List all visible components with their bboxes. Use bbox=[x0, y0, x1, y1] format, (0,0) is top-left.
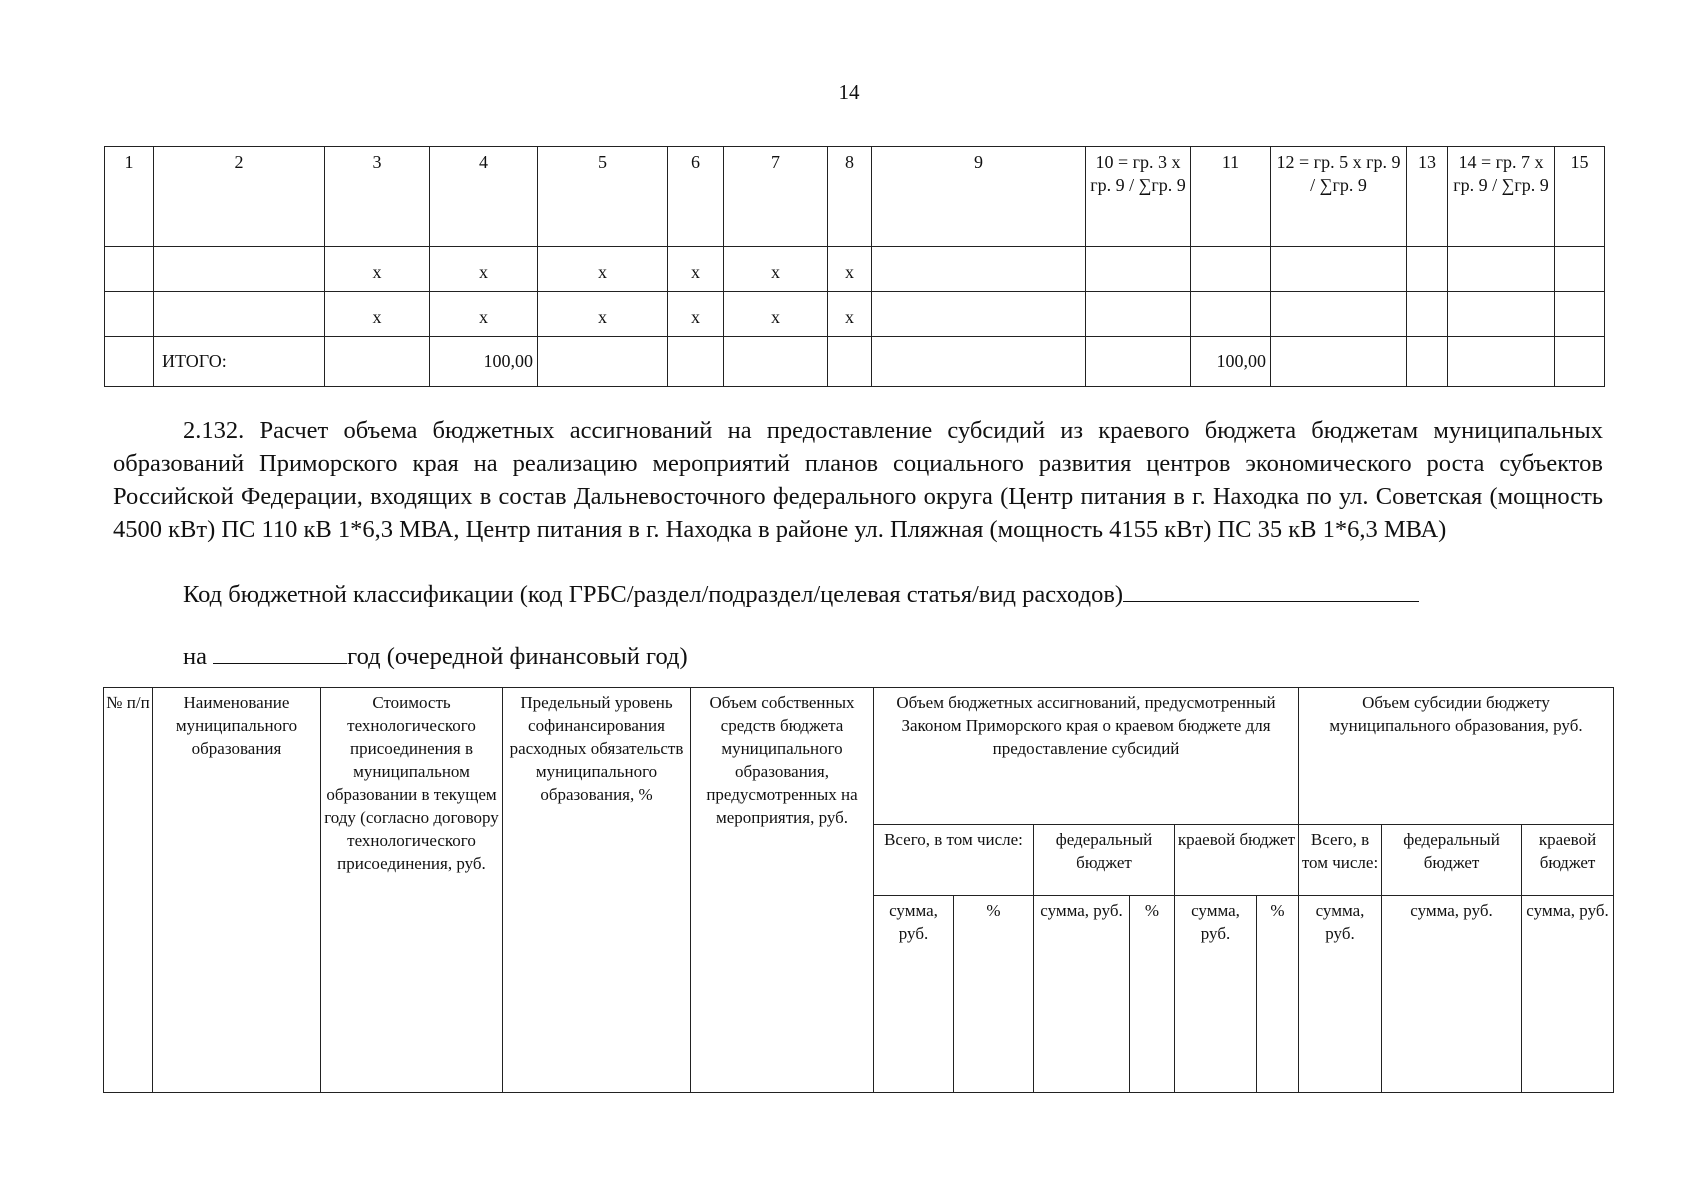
column-number-cell: 3 bbox=[325, 147, 430, 247]
section-paragraph bbox=[113, 414, 1603, 546]
table-cell bbox=[154, 292, 325, 337]
total-label: ИТОГО: bbox=[154, 337, 325, 387]
table-cell bbox=[1448, 337, 1555, 387]
assign-regional-header: краевой бюджет bbox=[1175, 825, 1299, 896]
subsidy-regional-sum-header: сумма, руб. bbox=[1522, 896, 1614, 1093]
budget-allocation-group-header: Объем бюджетных ассигнований, предусмотренный Законом Приморского края о краевом бюджете для предоставление субсидий bbox=[874, 688, 1299, 825]
table-cell bbox=[1271, 292, 1407, 337]
total-row bbox=[105, 337, 1605, 387]
subsidy-federal-header: федеральный бюджет bbox=[1382, 825, 1522, 896]
table-cell bbox=[1555, 292, 1605, 337]
assign-total-sum-header: сумма, руб. bbox=[874, 896, 954, 1093]
header-row bbox=[104, 688, 1614, 825]
x-mark-cell: х bbox=[724, 292, 828, 337]
column-number-cell: 2 bbox=[154, 147, 325, 247]
kbk-line bbox=[183, 581, 1603, 609]
col-municipality-header: Наименование муниципального образования bbox=[153, 688, 321, 1093]
table-cell bbox=[1086, 337, 1191, 387]
x-mark-cell: х bbox=[668, 247, 724, 292]
table-cell bbox=[828, 337, 872, 387]
page-number: 14 bbox=[838, 80, 860, 104]
x-mark-cell: х bbox=[538, 247, 668, 292]
x-mark-cell: х bbox=[430, 247, 538, 292]
x-mark-cell: х bbox=[538, 292, 668, 337]
x-mark-cell: х bbox=[828, 247, 872, 292]
col-cofinancing-level-header: Предельный уровень софинансирования расходных обязательств муниципального образования, % bbox=[503, 688, 691, 1093]
table-cell bbox=[872, 247, 1086, 292]
table-cell bbox=[872, 337, 1086, 387]
subsidy-total-header: Всего, в том числе: bbox=[1299, 825, 1382, 896]
x-mark-cell: х bbox=[668, 292, 724, 337]
col-own-funds-header: Объем собственных средств бюджета муниципального образования, предусмотренных на мероприятия, руб. bbox=[691, 688, 874, 1093]
subsidy-regional-header: краевой бюджет bbox=[1522, 825, 1614, 896]
table-cell bbox=[538, 337, 668, 387]
table-cell bbox=[1407, 247, 1448, 292]
table-cell bbox=[1448, 292, 1555, 337]
year-prefix: на bbox=[183, 643, 207, 670]
table-cell bbox=[105, 247, 154, 292]
kbk-label: Код бюджетной классификации (код ГРБС/раздел/подраздел/целевая статья/вид расходов) bbox=[183, 581, 1124, 608]
column-number-cell: 5 bbox=[538, 147, 668, 247]
x-mark-cell: х bbox=[724, 247, 828, 292]
table-cell bbox=[724, 337, 828, 387]
table-cell bbox=[1555, 247, 1605, 292]
table-cell bbox=[668, 337, 724, 387]
year-line bbox=[183, 643, 1083, 671]
calculation-table bbox=[103, 687, 1614, 1093]
assign-federal-sum-header: сумма, руб. bbox=[1034, 896, 1130, 1093]
table-cell bbox=[1086, 247, 1191, 292]
x-mark-cell: х bbox=[430, 292, 538, 337]
table-cell bbox=[325, 337, 430, 387]
year-suffix: год (очередной финансовый год) bbox=[347, 643, 688, 670]
table-cell bbox=[1271, 337, 1407, 387]
paragraph-text: 2.132. Расчет объема бюджетных ассигнований на предоставление субсидий из краевого бюджета бюджетам муниципальных образований Приморского края на реализацию мероприятий планов социального развития центров экономического роста субъектов Российской Федерации, входящих в состав Дальневосточного федерального округа (Центр питания в г. Находка по ул. Советская (мощность 4500 кВт) ПС 110 кВ 1*6,3 МВА, Центр питания в г. Находка в районе ул. Пляжная (мощность 4155 кВт) ПС 35 кВ 1*6,3 МВА) bbox=[113, 417, 1603, 543]
table-cell bbox=[1191, 247, 1271, 292]
column-number-cell: 8 bbox=[828, 147, 872, 247]
subsidy-group-header: Объем субсидии бюджету муниципального образования, руб. bbox=[1299, 688, 1614, 825]
table-cell bbox=[1448, 247, 1555, 292]
col-number-header: № п/п bbox=[104, 688, 153, 1093]
column-number-cell: 4 bbox=[430, 147, 538, 247]
col-connection-cost-header: Стоимость технологического присоединения в муниципальном образовании в текущем году (согласно договору технологического присоединения, руб. bbox=[321, 688, 503, 1093]
table-cell bbox=[1407, 292, 1448, 337]
column-number-cell: 1 bbox=[105, 147, 154, 247]
year-blank-field bbox=[213, 643, 347, 664]
assign-regional-percent-header: % bbox=[1257, 896, 1299, 1093]
table-row bbox=[105, 247, 1605, 292]
table-cell bbox=[872, 292, 1086, 337]
assign-total-header: Всего, в том числе: bbox=[874, 825, 1034, 896]
assign-regional-sum-header: сумма, руб. bbox=[1175, 896, 1257, 1093]
table-cell bbox=[1407, 337, 1448, 387]
subsidy-federal-sum-header: сумма, руб. bbox=[1382, 896, 1522, 1093]
x-mark-cell: х bbox=[325, 247, 430, 292]
column-number-cell: 14 = гр. 7 х гр. 9 / ∑гр. 9 bbox=[1448, 147, 1555, 247]
column-number-cell: 6 bbox=[668, 147, 724, 247]
x-mark-cell: х bbox=[828, 292, 872, 337]
column-number-cell: 15 bbox=[1555, 147, 1605, 247]
column-number-cell: 13 bbox=[1407, 147, 1448, 247]
assign-federal-header: федеральный бюджет bbox=[1034, 825, 1175, 896]
table-cell bbox=[154, 247, 325, 292]
column-number-cell: 10 = гр. 3 х гр. 9 / ∑гр. 9 bbox=[1086, 147, 1191, 247]
column-number-cell: 12 = гр. 5 х гр. 9 / ∑гр. 9 bbox=[1271, 147, 1407, 247]
total-col11-value: 100,00 bbox=[1191, 337, 1271, 387]
table-row bbox=[105, 292, 1605, 337]
column-number-cell: 9 bbox=[872, 147, 1086, 247]
column-number-cell: 7 bbox=[724, 147, 828, 247]
kbk-blank-field bbox=[1123, 581, 1419, 602]
assign-federal-percent-header: % bbox=[1130, 896, 1175, 1093]
table-cell bbox=[1555, 337, 1605, 387]
column-number-cell: 11 bbox=[1191, 147, 1271, 247]
table-cell bbox=[1271, 247, 1407, 292]
column-number-row bbox=[105, 147, 1605, 247]
assign-total-percent-header: % bbox=[954, 896, 1034, 1093]
continuation-table bbox=[104, 146, 1605, 387]
table-cell bbox=[1086, 292, 1191, 337]
x-mark-cell: х bbox=[325, 292, 430, 337]
table-cell bbox=[1191, 292, 1271, 337]
subsidy-total-sum-header: сумма, руб. bbox=[1299, 896, 1382, 1093]
table-cell bbox=[105, 292, 154, 337]
table-cell bbox=[105, 337, 154, 387]
total-col4-value: 100,00 bbox=[430, 337, 538, 387]
